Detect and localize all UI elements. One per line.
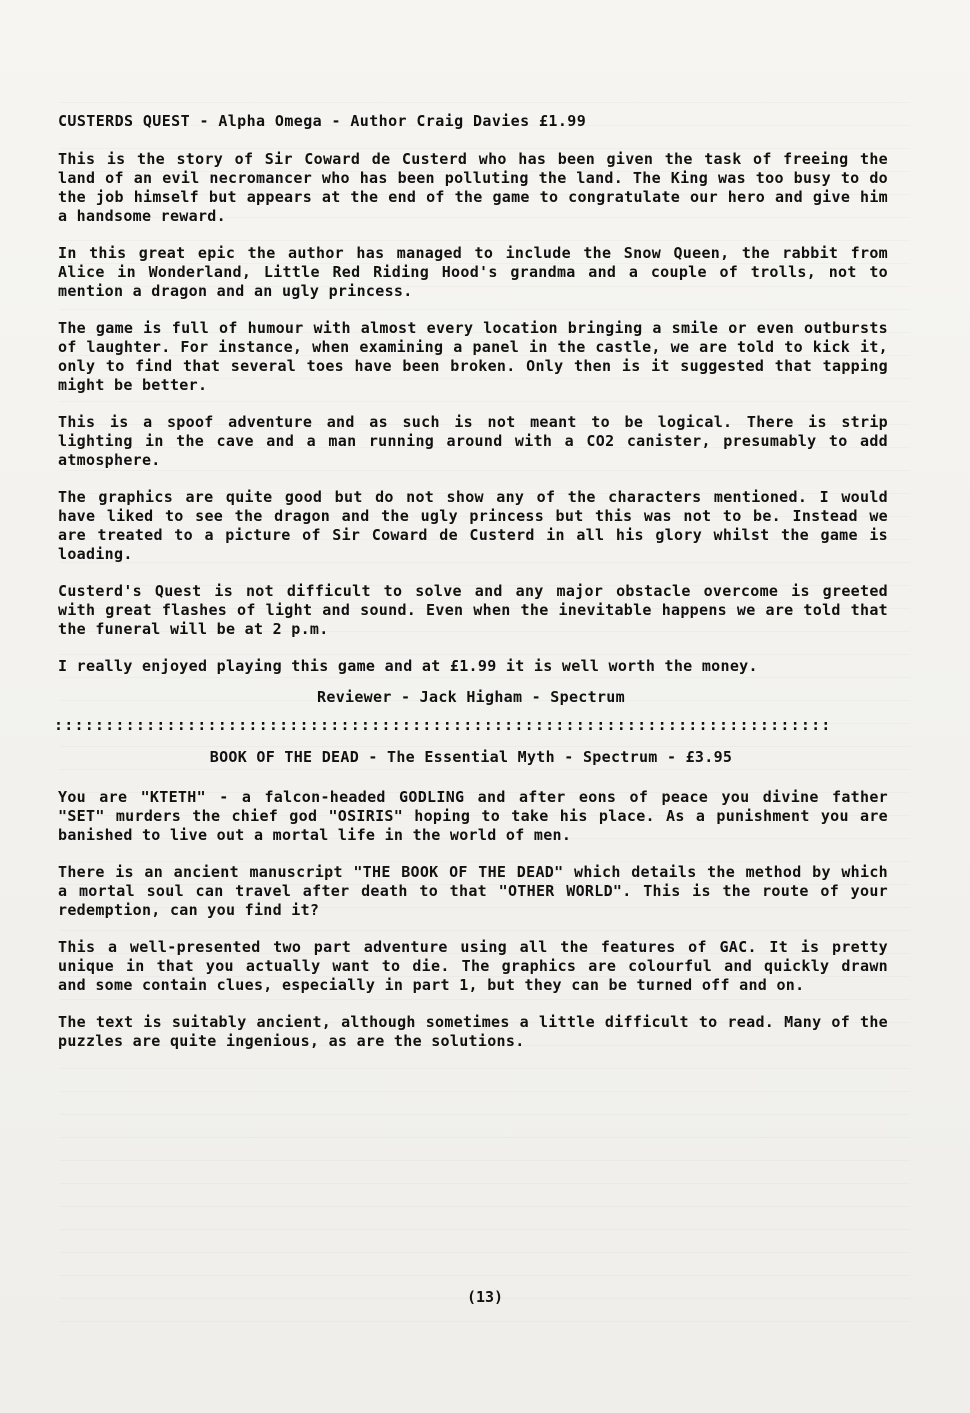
review-paragraph: There is an ancient manuscript "THE BOOK OF THE DEAD" which details the method by which a mortal soul can travel after death to that "OTHER WORLD". This is the route of your redemption, can you find it? [58,863,888,919]
review-title: BOOK OF THE DEAD - The Essential Myth - Spectrum - £3.95 [209,748,733,766]
review-paragraph: Custerd's Quest is not difficult to solve and any major obstacle overcome is greeted with great flashes of light and sound. Even when the inevitable happens we are told that the funeral will be at 2 p.m. [58,582,888,638]
page-number: (13) [466,1288,504,1306]
review-custerds-quest [54,112,888,706]
review-title: CUSTERDS QUEST - Alpha Omega - Author Craig Davies £1.99 [58,112,587,130]
review-paragraph: The graphics are quite good but do not show any of the characters mentioned. I would have liked to see the dragon and the ugly princess but this was not to be. Instead we are treated to a picture of Sir Coward de Custerd in all his glory whilst the game is loading. [58,488,888,563]
reviewer-credit: Reviewer - Jack Higham - Spectrum [317,688,625,706]
review-paragraph: In this great epic the author has managed to include the Snow Queen, the rabbit from Alice in Wonderland, Little Red Riding Hood's grandma and a couple of trolls, not to mention a dragon and an ugly princess. [58,244,888,300]
review-paragraph: You are "KTETH" - a falcon-headed GODLING and after eons of peace you divine father "SET" murders the chief god "OSIRIS" hoping to take his place. As a punishment you are banished to live out a mortal life in the world of men. [58,788,888,844]
section-divider: :::::::::::::::::::::::::::::::::::::::::::::::::::::::::::::::::::::::::::: [54,716,832,734]
review-paragraph: This is a spoof adventure and as such is not meant to be logical. There is strip lighting in the cave and a man running around with a CO2 canister, presumably to add atmosphere. [58,413,888,469]
review-paragraph: I really enjoyed playing this game and at £1.99 it is well worth the money. [58,657,758,675]
review-paragraph: The text is suitably ancient, although sometimes a little difficult to read. Many of the puzzles are quite ingenious, as are the solutions. [58,1013,888,1050]
review-paragraph: This is the story of Sir Coward de Custerd who has been given the task of freeing the land of an evil necromancer who has been polluting the land. The King was too busy to do the job himself but appears at the end of the game to congratulate our hero and give him a handsome reward. [58,150,888,225]
review-paragraph: The game is full of humour with almost every location bringing a smile or even outbursts of laughter. For instance, when examining a panel in the castle, we are told to kick it, only to find that several toes have been broken. Only then is it suggested that tapping might be better. [58,319,888,394]
review-book-of-the-dead [54,748,888,1051]
review-paragraph: This a well-presented two part adventure using all the features of GAC. It is pretty unique in that you actually want to die. The graphics are colourful and quickly drawn and some contain clues, especially in part 1, but they can be turned off and on. [58,938,888,994]
